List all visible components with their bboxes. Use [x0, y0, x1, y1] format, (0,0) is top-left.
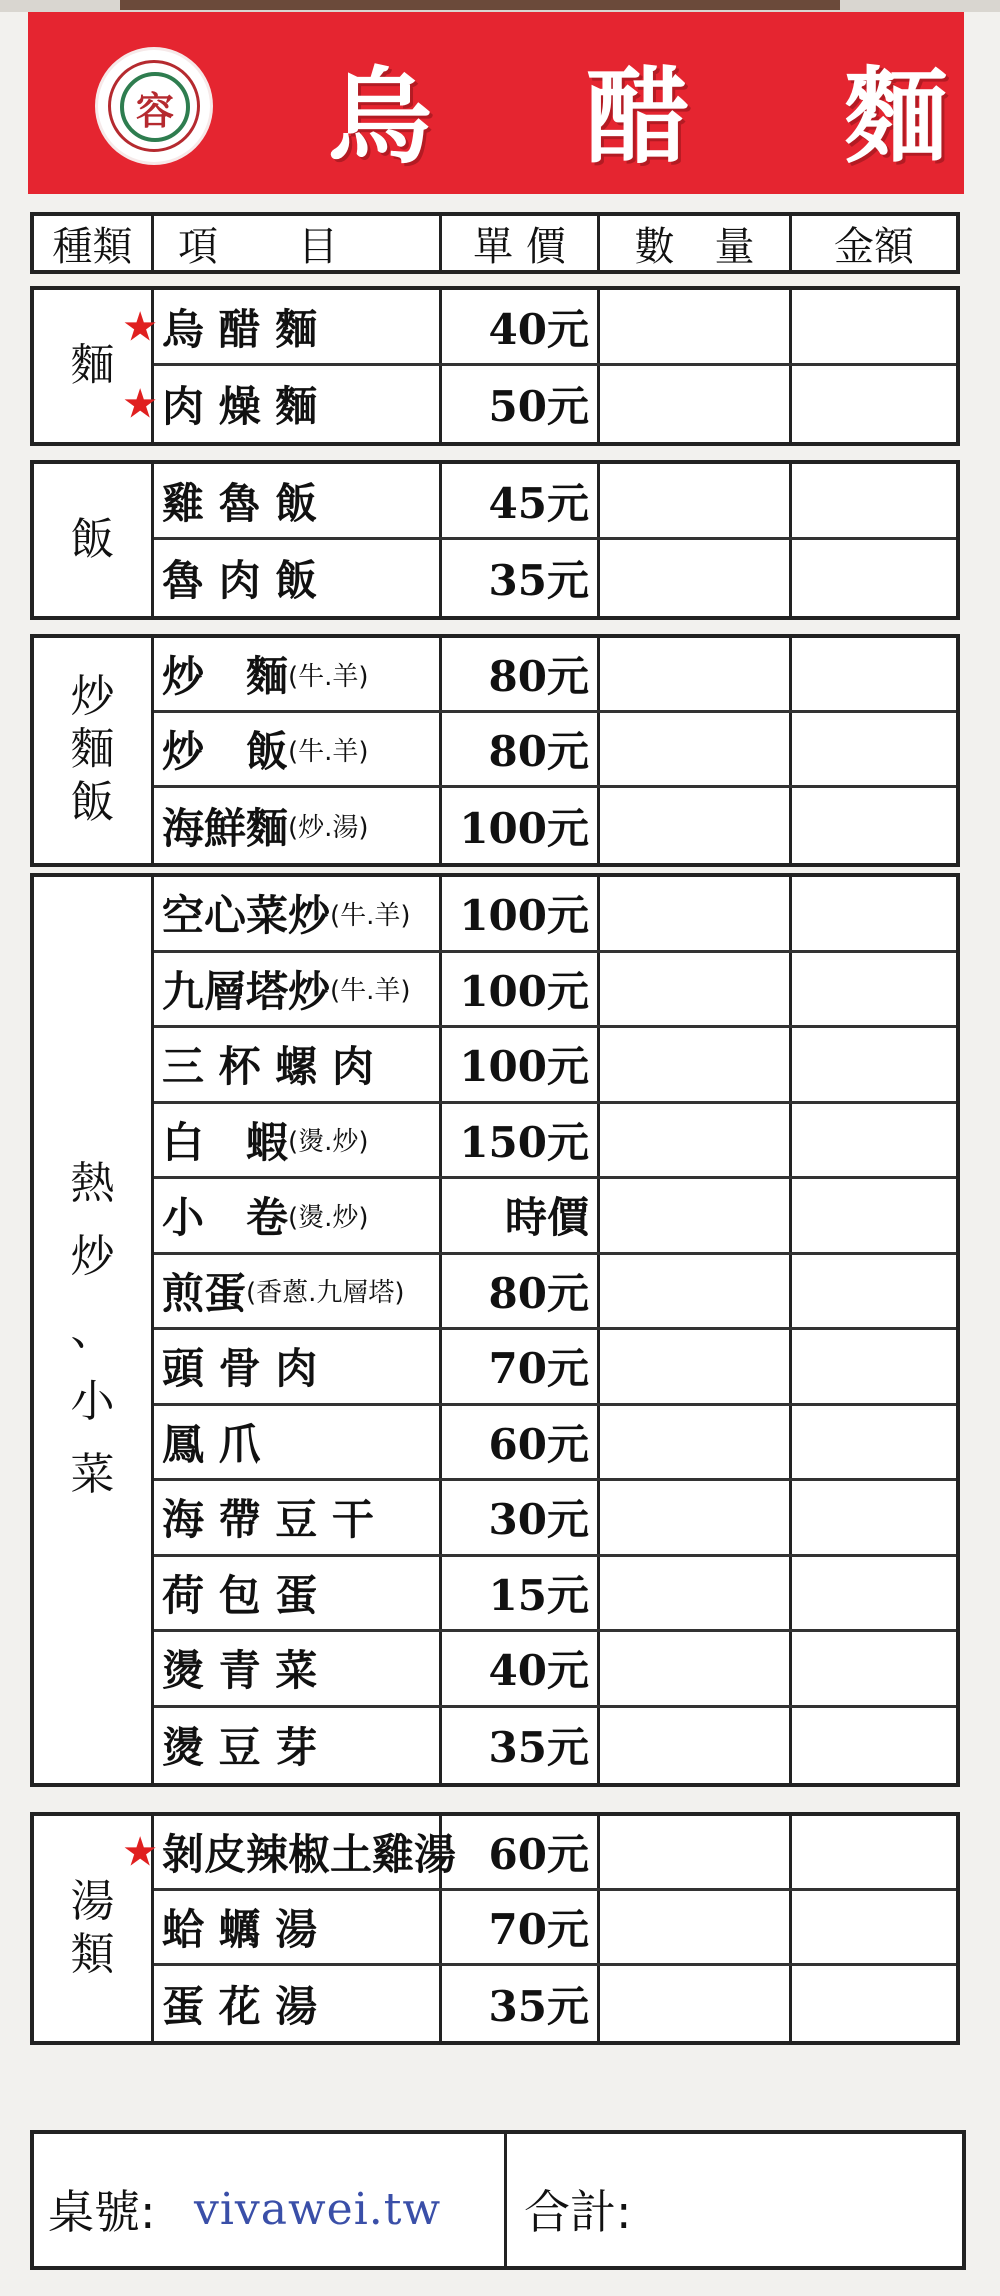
menu-item-name — [154, 1028, 442, 1101]
wood-edge — [120, 0, 840, 10]
item-price: 40元 — [442, 290, 600, 363]
item-label: 烏 醋 麵 — [162, 304, 318, 354]
amount-cell[interactable] — [792, 1481, 956, 1554]
item-label: 白 蝦 — [162, 1117, 289, 1167]
quantity-cell[interactable] — [600, 1557, 792, 1630]
category-char: 湯 — [70, 1875, 115, 1927]
item-label: 九層塔炒 — [162, 966, 331, 1016]
quantity-cell[interactable] — [600, 638, 792, 710]
item-price: 100元 — [442, 953, 600, 1026]
menu-row — [124, 366, 956, 442]
menu-item-name — [154, 1557, 442, 1630]
item-option-note: (香蔥.九層塔) — [246, 1278, 405, 1309]
menu-row — [154, 1330, 956, 1406]
menu-row — [154, 1891, 956, 1966]
quantity-cell[interactable] — [600, 1255, 792, 1328]
star-icon: ★ — [124, 383, 157, 425]
amount-cell[interactable] — [792, 1255, 956, 1328]
amount-cell[interactable] — [792, 540, 956, 616]
item-price: 35元 — [442, 1708, 600, 1784]
amount-cell[interactable] — [792, 1557, 956, 1630]
item-option-note: (牛.羊) — [288, 736, 369, 767]
item-label: 炒 飯 — [162, 727, 289, 776]
amount-cell[interactable] — [792, 1179, 956, 1252]
amount-cell[interactable] — [792, 788, 956, 863]
quantity-cell[interactable] — [600, 1330, 792, 1403]
title-char: 醋 — [585, 55, 690, 178]
top-strip — [0, 0, 1000, 12]
restaurant-title — [328, 48, 948, 178]
section-rows — [154, 464, 956, 616]
menu-item-name — [154, 540, 442, 616]
category-char: 、 — [70, 1303, 115, 1355]
menu-section — [30, 460, 960, 620]
section-category — [34, 638, 154, 863]
item-price: 80元 — [442, 713, 600, 785]
item-price: 70元 — [442, 1891, 600, 1963]
menu-row — [154, 638, 956, 713]
menu-row — [154, 540, 956, 616]
order-footer — [30, 2130, 966, 2270]
amount-cell[interactable] — [792, 1816, 956, 1888]
menu-row — [154, 1557, 956, 1633]
item-price: 100元 — [442, 788, 600, 863]
section-category — [34, 464, 154, 616]
item-label: 燙 青 菜 — [162, 1646, 318, 1696]
item-option-note: (燙.炒) — [288, 1202, 369, 1233]
total-label: 合計: — [524, 2185, 632, 2239]
menu-item-name — [154, 638, 442, 710]
item-label: 燙 豆 芽 — [162, 1723, 318, 1773]
quantity-cell[interactable] — [600, 1816, 792, 1888]
amount-cell[interactable] — [792, 1708, 956, 1784]
quantity-cell[interactable] — [600, 290, 792, 363]
menu-row — [154, 1632, 956, 1708]
menu-item-name — [154, 1891, 442, 1963]
quantity-cell[interactable] — [600, 1632, 792, 1705]
category-char: 麵 — [70, 339, 115, 391]
quantity-cell[interactable] — [600, 1966, 792, 2041]
item-label: 蛋 花 湯 — [162, 1981, 318, 2031]
item-label: 海 帶 豆 干 — [162, 1495, 374, 1545]
star-icon: ★ — [124, 305, 157, 348]
quantity-cell[interactable] — [600, 464, 792, 537]
quantity-cell[interactable] — [600, 366, 792, 442]
menu-item-name — [154, 1179, 442, 1252]
menu-section — [30, 634, 960, 867]
item-label: 空心菜炒 — [162, 891, 331, 941]
watermark: vivawei.tw — [194, 2184, 442, 2235]
item-price: 30元 — [442, 1481, 600, 1554]
menu-item-name — [154, 1481, 442, 1554]
menu-row — [154, 1179, 956, 1255]
menu-row — [154, 1104, 956, 1180]
menu-item-name — [154, 713, 442, 785]
category-char: 飯 — [70, 513, 115, 565]
category-char: 飯 — [70, 776, 115, 828]
quantity-cell[interactable] — [600, 788, 792, 863]
menu-row — [154, 1028, 956, 1104]
category-char: 炒 — [70, 671, 115, 723]
header-category: 種類 — [34, 216, 154, 270]
item-label: 鳳 爪 — [162, 1419, 261, 1469]
menu-item-name — [154, 1966, 442, 2041]
amount-cell[interactable] — [792, 1330, 956, 1403]
item-option-note: (牛.羊) — [330, 900, 411, 931]
menu-item-name — [124, 366, 442, 442]
menu-item-name — [154, 788, 442, 863]
amount-cell[interactable] — [792, 953, 956, 1026]
menu-row — [154, 1966, 956, 2041]
item-label: 魯 肉 飯 — [162, 556, 318, 605]
quantity-cell[interactable] — [600, 540, 792, 616]
quantity-cell[interactable] — [600, 1891, 792, 1963]
header-amount: 金額 — [834, 223, 914, 270]
category-char: 小 — [70, 1376, 115, 1428]
amount-cell[interactable] — [792, 1966, 956, 2041]
amount-cell[interactable] — [792, 713, 956, 785]
table-number-label: 桌號: — [48, 2185, 156, 2239]
item-label: 荷 包 蛋 — [162, 1570, 318, 1620]
section-category — [34, 877, 154, 1783]
quantity-cell[interactable] — [600, 1179, 792, 1252]
menu-item-name — [124, 290, 442, 363]
item-price: 80元 — [442, 638, 600, 710]
title-char: 麵 — [843, 55, 948, 178]
menu-section — [30, 1812, 960, 2045]
item-label: 小 卷 — [162, 1193, 289, 1243]
item-label: 三 杯 螺 肉 — [162, 1042, 374, 1092]
item-option-note: (牛.羊) — [288, 661, 369, 692]
column-header-row — [30, 212, 960, 274]
item-label: 海鮮麵 — [162, 803, 289, 853]
item-label: 煎蛋 — [162, 1268, 247, 1318]
item-price: 35元 — [442, 1966, 600, 2041]
item-price: 50元 — [442, 366, 600, 442]
menu-item-name — [124, 1816, 457, 1888]
quantity-cell[interactable] — [600, 1104, 792, 1177]
menu-item-name — [154, 1330, 442, 1403]
menu-row — [154, 464, 956, 540]
menu-row — [124, 290, 956, 366]
quantity-cell[interactable] — [600, 713, 792, 785]
item-price: 150元 — [442, 1104, 600, 1177]
menu-row — [154, 788, 956, 863]
section-rows — [124, 1816, 956, 2041]
item-price: 100元 — [442, 1028, 600, 1101]
amount-cell[interactable] — [792, 1891, 956, 1963]
quantity-cell[interactable] — [600, 1406, 792, 1479]
item-label: 雞 魯 飯 — [162, 478, 318, 528]
category-char: 菜 — [70, 1449, 115, 1501]
header-quantity: 數 量 — [600, 216, 792, 270]
menu-row — [154, 953, 956, 1029]
menu-item-name — [154, 953, 442, 1026]
restaurant-logo — [98, 50, 210, 162]
item-option-note: (牛.羊) — [330, 976, 411, 1007]
category-char: 麵 — [70, 724, 115, 776]
menu-row — [154, 1406, 956, 1482]
item-price: 45元 — [442, 464, 600, 537]
item-price: 40元 — [442, 1632, 600, 1705]
section-rows — [154, 877, 956, 1783]
menu-item-name — [154, 1708, 442, 1784]
quantity-cell[interactable] — [600, 877, 792, 950]
menu-item-name — [154, 1632, 442, 1705]
menu-item-name — [154, 464, 442, 537]
menu-item-name — [154, 1255, 442, 1328]
menu-row — [154, 1481, 956, 1557]
amount-cell[interactable] — [792, 1104, 956, 1177]
quantity-cell[interactable] — [600, 953, 792, 1026]
item-label: 剝皮辣椒土雞湯 — [162, 1830, 457, 1879]
title-char: 烏 — [328, 55, 433, 178]
category-char: 熱 — [70, 1158, 115, 1209]
menu-row — [154, 1708, 956, 1784]
menu-item-name — [154, 1406, 442, 1479]
amount-cell[interactable] — [792, 366, 956, 442]
quantity-cell[interactable] — [600, 1708, 792, 1784]
section-rows — [124, 290, 956, 442]
amount-cell[interactable] — [792, 290, 956, 363]
amount-cell[interactable] — [792, 638, 956, 710]
menu-row — [154, 713, 956, 788]
quantity-cell[interactable] — [600, 1481, 792, 1554]
item-price: 80元 — [442, 1255, 600, 1328]
amount-cell[interactable] — [792, 1632, 956, 1705]
item-option-note: (炒.湯) — [288, 813, 369, 843]
item-option-note: (燙.炒) — [288, 1127, 369, 1158]
amount-cell[interactable] — [792, 464, 956, 537]
header-price: 單 價 — [442, 216, 600, 270]
menu-section — [30, 286, 960, 446]
section-rows — [154, 638, 956, 863]
item-label: 蛤 蠣 湯 — [162, 1905, 318, 1954]
header-item: 項 目 — [154, 216, 442, 270]
item-price: 100元 — [442, 877, 600, 950]
amount-cell[interactable] — [792, 1406, 956, 1479]
star-icon: ★ — [124, 1831, 157, 1873]
category-char: 類 — [70, 1928, 115, 1980]
item-price: 60元 — [442, 1816, 600, 1888]
menu-header — [28, 12, 964, 194]
quantity-cell[interactable] — [600, 1028, 792, 1101]
menu-section — [30, 873, 960, 1787]
menu-row — [124, 1816, 956, 1891]
logo-glyph: 容 — [120, 72, 190, 142]
item-price: 15元 — [442, 1557, 600, 1630]
menu-item-name — [154, 877, 442, 950]
menu-row — [154, 877, 956, 953]
item-price: 時價 — [442, 1179, 600, 1252]
item-price: 35元 — [442, 540, 600, 616]
amount-cell[interactable] — [792, 1028, 956, 1101]
table-number-box — [34, 2134, 507, 2266]
item-label: 頭 骨 肉 — [162, 1344, 318, 1394]
item-label: 炒 麵 — [162, 652, 289, 701]
category-char: 炒 — [70, 1230, 115, 1282]
menu-item-name — [154, 1104, 442, 1177]
item-price: 70元 — [442, 1330, 600, 1403]
item-label: 肉 燥 麵 — [162, 382, 318, 431]
item-price: 60元 — [442, 1406, 600, 1479]
menu-row — [154, 1255, 956, 1331]
amount-cell[interactable] — [792, 877, 956, 950]
